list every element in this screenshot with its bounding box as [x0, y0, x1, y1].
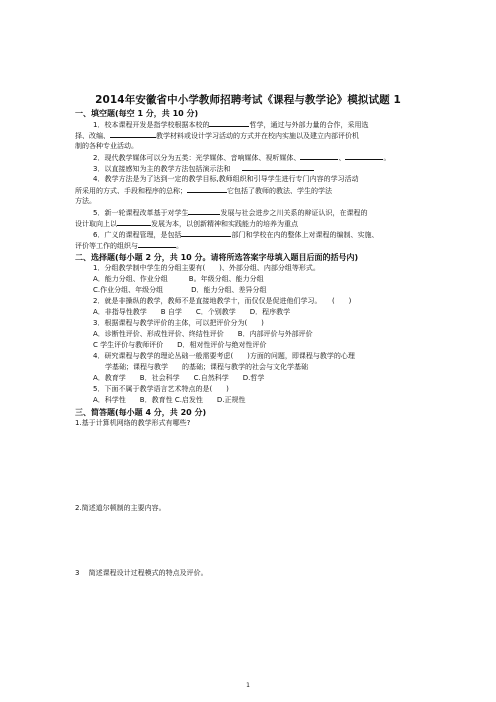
section-heading-short: 三、简答题(每小题 4 分，共 20 分) [75, 408, 207, 417]
fill-q4-line3: 方法。 [75, 197, 96, 205]
fill-q3-line1: 3．以直接感知为主的教学方法包括演示法和 [93, 163, 314, 174]
choice-q1-stem: 1．分组教学制中学生的分组主要有( )、外部分组、内部分组等形式。 [93, 264, 320, 272]
choice-q3-options-ab: A．诊断性评价、形成性评价、终结性评价 B．内部评价与外部评价 [93, 330, 313, 338]
answer-blank [117, 218, 151, 226]
fill-q5-line2: 设计取向上以 发展为本，以创新精神和实践能力的培养为重点 [75, 220, 298, 228]
answer-blank [209, 119, 249, 127]
answer-blank [300, 152, 338, 160]
choice-q1-options-ab: A．能力分组、作业分组 B。年级分组、能力分组 [93, 275, 264, 283]
choice-q1-options-cd: C.作业分组、年级分组 D．能力分组、差异分组 [93, 286, 267, 294]
short-q1: 1.基于计算机网络的教学形式有哪些? [75, 419, 191, 427]
answer-blank [242, 163, 314, 171]
short-q3: 3 简述课程设计过程模式的特点及评价。 [75, 569, 208, 577]
answer-blank [345, 152, 383, 160]
fill-q2-line1: 2．现代教学媒体可以分为五类：光学媒体、音响媒体、视听媒体、 、 。 [93, 154, 391, 162]
choice-q3-options-cd: C 学生评价与教师评价 D．相对性评价与绝对性评价 [93, 341, 267, 349]
answer-blank [188, 207, 220, 215]
answer-blank [110, 130, 156, 138]
answer-blank [187, 185, 227, 193]
choice-q4-options: A．教育学 B．社会科学 C.自然科学 D.哲学 [93, 374, 265, 382]
choice-q2-options: A．非指导性教学 B 自学 C．个别教学 D．程序教学 [93, 308, 291, 316]
answer-blank [138, 240, 176, 248]
fill-q1-line1: 1．校本课程开发是指学校根据本校的 哲学，通过与外部力量的合作，采用选 [93, 121, 369, 129]
short-q2: 2.简述道尔顿制的主要内容。 [75, 504, 166, 512]
answer-blank [181, 229, 231, 237]
choice-q5-stem: 5．下面不属于教学语言艺术特点的是( ) [93, 385, 229, 393]
fill-q6-line1: 6．广义的课程管理，是包括 部门和学校在内的整体上对课程的编制、实施、 [93, 231, 379, 239]
section-heading-choice: 二、选择题(每小题 2 分，共 10 分。请将所选答案字母填入题目后面的括号内) [75, 253, 359, 262]
choice-q2-stem: 2．就是非操纵的教学，教师不是直接地教学十，而仅仅是促进他们学习。 ( ) [93, 297, 352, 305]
fill-q5-line1: 5．新一轮课程改革基于对学生 发展与社会进步之川关系的辩证认识，在课程的 [93, 209, 368, 217]
choice-q5-options: A．科学性 B．教育性 C.启发性 D.正规性 [93, 396, 246, 404]
choice-q4-stem: 4．研究课程与教学的理论丛础一般需要考虑( )方面的问题，即课程与教学的心理 [93, 352, 355, 360]
fill-q1-line3: 制的各种专业活动。 [75, 142, 138, 150]
fill-q4-line2: 所采用的方式、手段和程序的总称； 它包括了教师的教法、学生的学法 [75, 187, 332, 195]
section-heading-fill: 一、填空题(每空 1 分，共 10 分) [75, 109, 199, 118]
page-number: 1 [246, 682, 250, 689]
fill-q6-line2: 评价等工作的组织与 。 [75, 242, 183, 250]
choice-q4-stem-cont: 学基础；课程与教学 的基础；课程与教学的社会与文化学基础 [105, 363, 308, 371]
fill-q4-line1: 4．教学方法是为了达到一定的教学目标,教师组织和引导学生进行专门内容的学习活动 [93, 175, 359, 183]
page-title: 2014年安徽省中小学教师招聘考试《课程与教学论》模拟试题 1 [95, 94, 401, 106]
fill-q1-line2: 择、改编、 教学材料或设计学习活动的方式并在校内实施以及建立内部评价机 [75, 132, 359, 140]
choice-q3-stem: 3．根据课程与教学评价的主体，可以把评价分为( ) [93, 319, 264, 327]
